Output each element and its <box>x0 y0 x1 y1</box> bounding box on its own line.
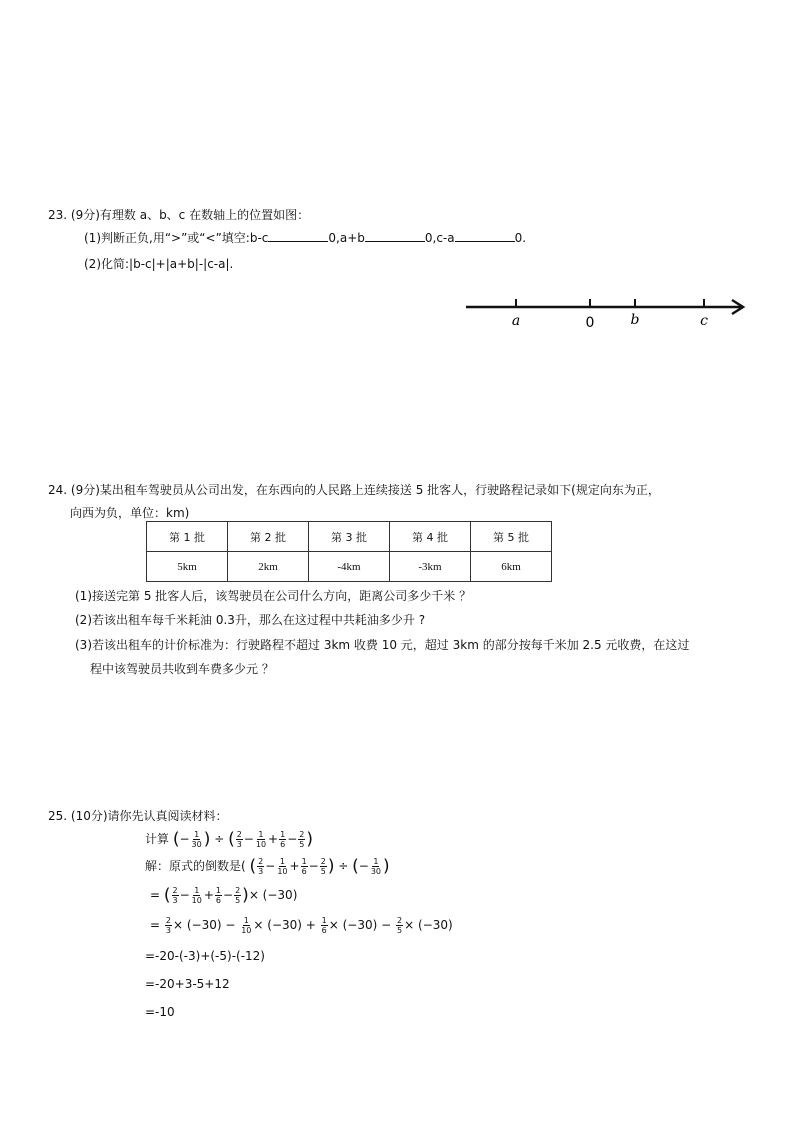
table-header-cell: 第 1 批 <box>147 522 228 552</box>
label-0: 0 <box>585 315 595 331</box>
q23-blank-2[interactable] <box>365 229 425 242</box>
q23-heading: 23. (9分)有理数 a、b、c 在数轴上的位置如图： <box>48 208 310 222</box>
q23-part1 <box>84 229 526 246</box>
table-header-cell: 第 3 批 <box>309 522 390 552</box>
q25-calc-label: 计算 <box>145 832 170 846</box>
label-a: a <box>511 313 521 329</box>
q24-heading: 24. (9分)某出租车驾驶员从公司出发，在东西向的人民路上连续接送 5 批客人，行驶路程记录如下(规定向东为正， <box>48 483 660 497</box>
table-cell: 5km <box>147 552 228 582</box>
q23-blank-1[interactable] <box>268 229 328 242</box>
q25-solution-label: 解：原式的倒数是( <box>145 859 246 873</box>
table-cell: -3km <box>390 552 471 582</box>
table-header-cell: 第 2 批 <box>228 522 309 552</box>
q24-heading-line2: 向西为负，单位：km) <box>70 506 190 520</box>
q25-solution-line6: =-10 <box>145 1005 175 1019</box>
table-header-cell: 第 5 批 <box>471 522 552 552</box>
table-cell: 6km <box>471 552 552 582</box>
q24-part2: (2)若该出租车每千米耗油 0.3升，那么在这过程中共耗油多少升 ? <box>75 613 426 627</box>
q25-solution-line4: =-20-(-3)+(-5)-(-12) <box>145 949 265 963</box>
q25-solution-line5: =-20+3-5+12 <box>145 977 230 991</box>
q25-heading: 25. (10分)请你先认真阅读材料： <box>48 809 228 823</box>
table-cell: 2km <box>228 552 309 582</box>
table-header-row <box>147 522 552 552</box>
q25-solution-line2: = ( $\frac{2}{3}$ − $\frac{1}{10}$ + $\frac{1}{6}$ − $\frac{2}{5}$ )× (−30) <box>150 885 298 906</box>
number-line <box>460 290 750 335</box>
table-cell: -4km <box>309 552 390 582</box>
label-c: c <box>700 313 708 329</box>
label-b: b <box>630 312 640 328</box>
q23-part1-text-d: 0. <box>514 231 527 245</box>
trip-record-table <box>146 521 552 582</box>
table-row <box>147 552 552 582</box>
q24-part3-line2: 程中该驾驶员共收到车费多少元 ？ <box>90 662 274 676</box>
q23-part1-text-c: 0,c-a <box>424 231 455 245</box>
q24-part3: (3)若该出租车的计价标准为：行驶路程不超过 3km 收费 10 元，超过 3km 的部分按每千米加 2.5 元收费，在这过 <box>75 638 690 652</box>
q25-solution-line1: 解：原式的倒数是( ( $\frac{2}{3}$ − $\frac{1}{10}$ + $\frac{1}{6}$ − $\frac{2}{5}$ ) ÷ (− $\frac{1}{30}$ ) <box>145 856 390 877</box>
table-header-cell: 第 4 批 <box>390 522 471 552</box>
q25-calc-line: 计算 (− $\frac{1}{30}$ ) ÷ ( $\frac{2}{3}$ − $\frac{1}{10}$ + $\frac{1}{6}$ − $\frac{2}{5}$ ) <box>145 829 313 850</box>
q25-solution-line3: = $\frac{2}{3}$ × (−30) − $\frac{1}{10}$ × (−30) + $\frac{1}{6}$ × (−30) − $\frac{2}{5}$ × (−30) <box>150 916 453 935</box>
q23-part1-text-a: (1)判断正负,用“>”或“<”填空:b-c <box>84 231 269 245</box>
q23-part1-text-b: 0,a+b <box>328 231 365 245</box>
q23-blank-3[interactable] <box>455 229 515 242</box>
q23-part2: (2)化简:|b-c|+|a+b|-|c-a|. <box>84 257 234 271</box>
q24-part1: (1)接送完第 5 批客人后，该驾驶员在公司什么方向，距离公司多少千米 ？ <box>75 589 472 603</box>
